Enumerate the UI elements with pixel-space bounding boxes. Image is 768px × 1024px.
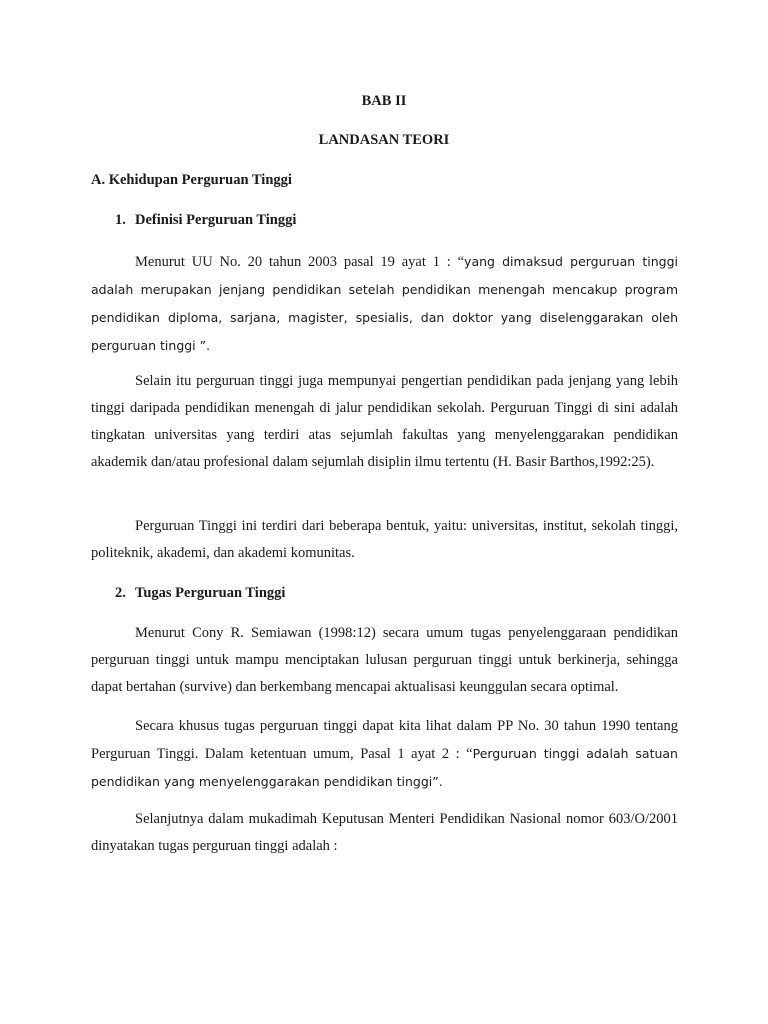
chapter-title: LANDASAN TEORI (318, 132, 450, 148)
paragraph-text: Menurut UU No. 20 tahun 2003 pasal 19 ayat 1 : “ (135, 254, 465, 270)
paragraph-forms: Perguruan Tinggi ini terdiri dari beberapa bentuk, yaitu: universitas, institut, sekolah tinggi, politeknik, akademi, dan akademi komunitas. (91, 518, 678, 561)
subsection-title: Definisi Perguruan Tinggi (135, 212, 297, 228)
paragraph-decree: Selanjutnya dalam mukadimah Keputusan Menteri Pendidikan Nasional nomor 603/O/2001 dinyatakan tugas perguruan tinggi adalah : (91, 811, 678, 854)
paragraph-text: Secara khusus tugas perguruan tinggi dapat kita lihat dalam PP No. 30 tahun 1990 tentang Perguruan Tinggi. Dalam ketentuan umum, Pasal 1 ayat 2 : “ (91, 718, 678, 762)
subsection-heading-2 (115, 585, 285, 602)
subsection-title: Tugas Perguruan Tinggi (135, 585, 286, 601)
paragraph-tasks-specific (91, 713, 678, 796)
paragraph-tasks-general: Menurut Cony R. Semiawan (1998:12) secara umum tugas penyelenggaraan pendidikan perguruan tinggi untuk mampu menciptakan lulusan perguruan tinggi untuk berkinerja, sehingga dapat bertahan (survive) dan berkembang mencapai aktualisasi keunggulan secara optimal. (91, 625, 678, 695)
quoted-text: yang dimaksud perguruan tinggi adalah merupakan jenjang pendidikan setelah pendidikan menengah mencakup program pendidikan diploma, sarjana, magister, spesialis, dan doktor yang diselenggarakan oleh perguruan tinggi ”. (91, 254, 678, 353)
paragraph-definition-extra: Selain itu perguruan tinggi juga mempunyai pengertian pendidikan pada jenjang yang lebih tinggi daripada pendidikan menengah di jalur pendidikan sekolah. Perguruan Tinggi di sini adalah tingkatan universitas yang terdiri atas sejumlah fakultas yang menyelenggarakan pendidikan akademik dan/atau profesional dalam sejumlah disiplin ilmu tertentu (H. Basir Barthos,1992:25). (91, 373, 678, 470)
subsection-heading-1 (115, 212, 296, 229)
chapter-label: BAB II (361, 93, 407, 109)
subsection-number: 1. (115, 212, 126, 228)
quoted-text: Perguruan tinggi adalah satuan pendidikan yang menyelenggarakan pendidikan tinggi”. (91, 746, 678, 789)
subsection-number: 2. (115, 585, 126, 601)
paragraph-definition-uu (91, 248, 678, 360)
section-heading: A. Kehidupan Perguruan Tinggi (91, 172, 292, 188)
